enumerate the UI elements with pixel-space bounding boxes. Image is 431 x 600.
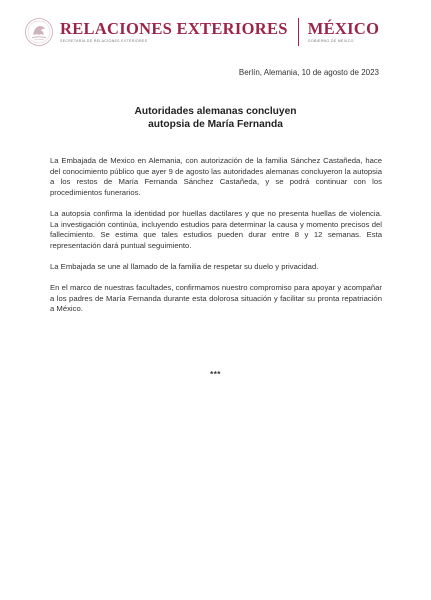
institution-name: RELACIONES EXTERIORES [60, 19, 288, 38]
paragraph-4: En el marco de nuestras facultades, confirmamos nuestro compromiso para apoyar y acompañar a los padres de María Fernanda durante esta dolorosa situación y facilitar su pronta repatriación a México. [50, 283, 382, 314]
institution-block [60, 20, 288, 44]
title-line-1: Autoridades alemanas concluyen [134, 106, 297, 117]
mexico-eagle-seal-icon [24, 17, 54, 47]
paragraph-2: La autopsia confirma la identidad por huellas dactilares y que no presenta huellas de violencia. La investigación continúa, incluyendo estudios para determinar la causa y momento precisos del fallecimiento. Se estima que tales estudios pueden durar entre 8 y 12 semanas. Esta representación dará puntual seguimiento. [50, 208, 382, 250]
press-release-title [0, 105, 431, 131]
dateline: Berlín, Alemania, 10 de agosto de 2023 [238, 68, 379, 77]
header-divider [298, 18, 299, 46]
letterhead [24, 14, 414, 50]
country-subtitle: GOBIERNO DE MÉXICO [307, 39, 354, 43]
paragraph-3: La Embajada se une al llamado de la familia de respetar su duelo y privacidad. [50, 261, 319, 271]
country-block [308, 20, 379, 44]
country-name: MÉXICO [307, 19, 380, 38]
title-line-2: autopsia de María Fernanda [148, 119, 283, 130]
press-release-body [50, 156, 382, 315]
institution-subtitle: SECRETARÍA DE RELACIONES EXTERIORES [60, 39, 148, 43]
end-mark: *** [210, 370, 221, 379]
paragraph-1: La Embajada de Mexico en Alemania, con autorización de la familia Sánchez Castañeda, hace del conocimiento público que ayer 9 de agosto las autoridades alemanas concluyeron la autopsia a los restos de María Fernanda Sánchez Castañeda, y se podrá continuar con los procedimientos funerarios. [50, 156, 382, 197]
